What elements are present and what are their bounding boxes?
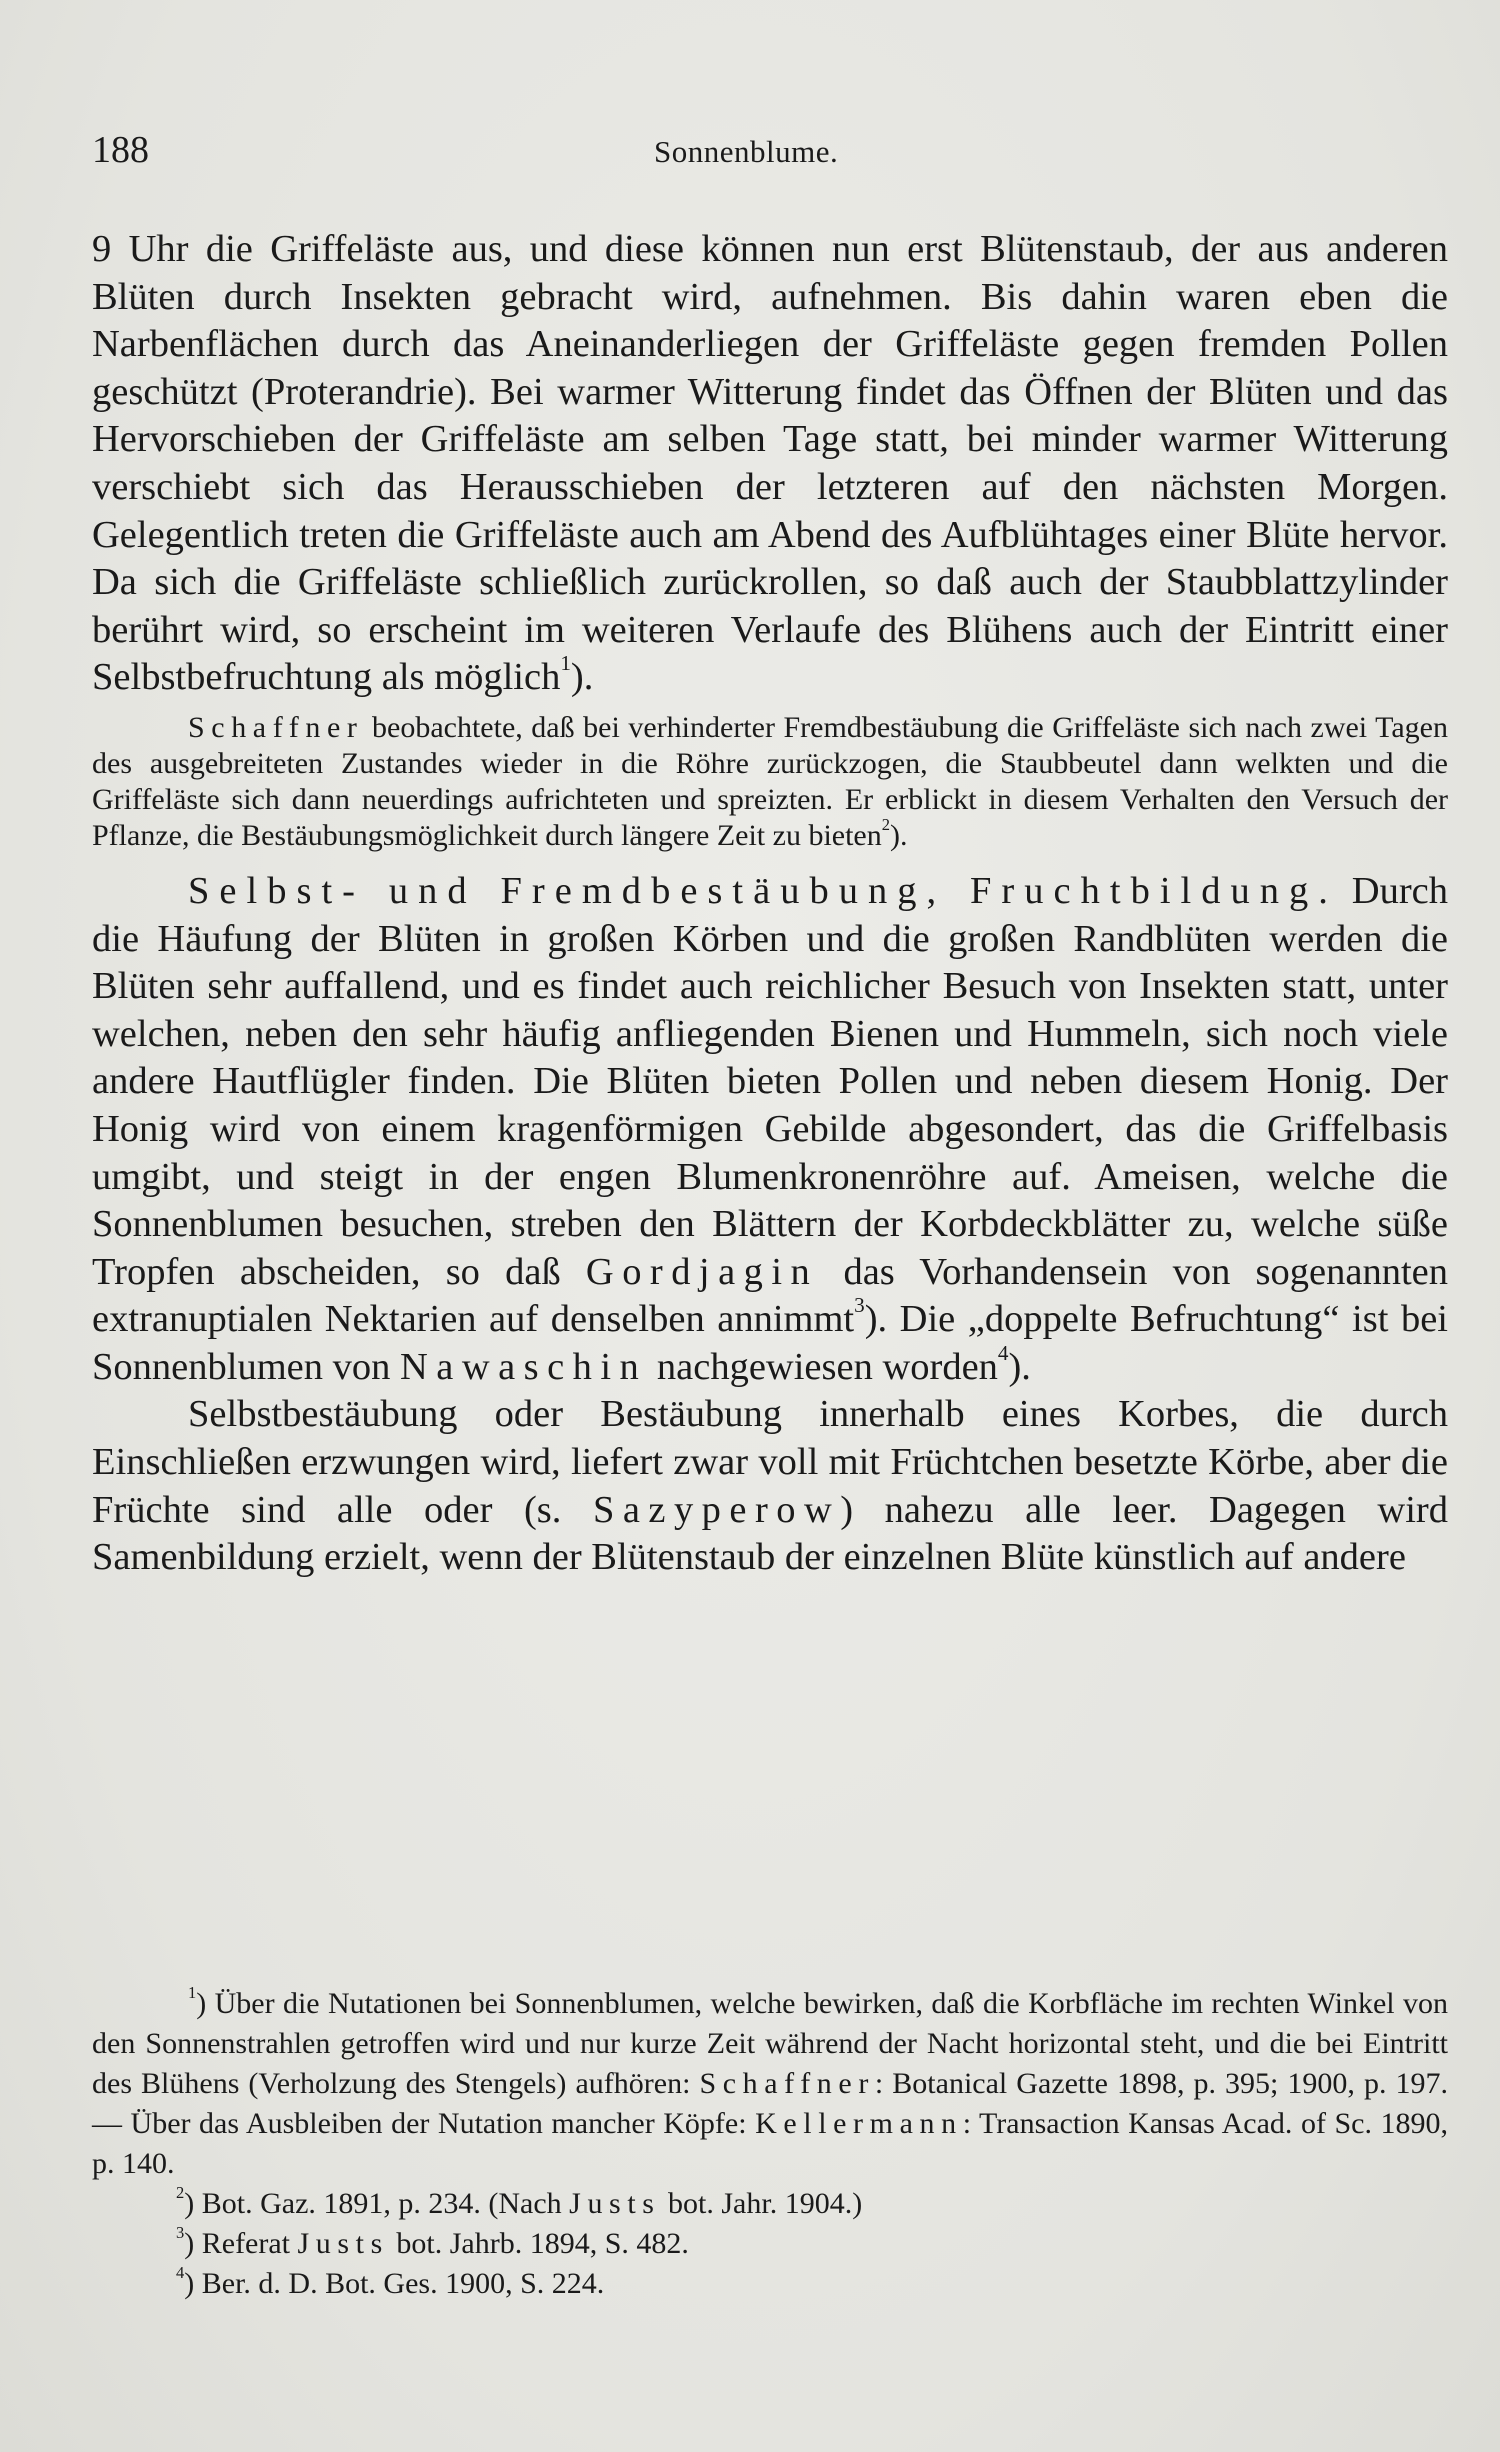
footnote-ref: 4 bbox=[997, 1340, 1009, 1365]
footnote-text: ) Referat bbox=[184, 2227, 298, 2260]
footnote-text: ) Über die Nutationen bei Sonnenblumen, welche bewirken, daß die Korbfläche im rechten Winkel von den Sonnenstrahlen getroffen wird und nur kurze Zeit während der Nacht horizontal steht, und die bei Eintritt des Blühens (Verholzung des Stengels) aufhören: bbox=[92, 1987, 1448, 2100]
footnote-2 bbox=[92, 2184, 1448, 2224]
section-paragraph bbox=[92, 868, 1448, 1392]
paragraph-3 bbox=[92, 1391, 1448, 1581]
paragraph-text: Selbstbestäubung oder Bestäubung innerhalb eines Korbes, die durch Einschließen erzwungen wird, liefert zwar voll mit Früchtchen besetzte Körbe, aber die Früchte sind alle oder (s. bbox=[92, 1393, 1448, 1531]
paragraph-text: ). Die „doppelte Befruchtung“ ist bei Sonnenblumen von bbox=[92, 1298, 1448, 1388]
footnote-3 bbox=[92, 2224, 1448, 2264]
author-name: Kellermann bbox=[755, 2107, 963, 2140]
footnote-mark: 4 bbox=[176, 2263, 185, 2283]
footnote-text: bot. Jahr. 1904.) bbox=[660, 2187, 863, 2220]
footnote-text: : Transaction Kansas Acad. of Sc. 1890, p. 140. bbox=[92, 2107, 1448, 2180]
author-name: Justs bbox=[569, 2187, 661, 2220]
author-name: Justs bbox=[297, 2227, 389, 2260]
footnote-ref: 2 bbox=[881, 815, 890, 835]
author-name: Nawaschin bbox=[399, 1345, 648, 1388]
footnote-4 bbox=[92, 2264, 1448, 2304]
paragraph-text: ). bbox=[570, 656, 594, 699]
footnote-text: ) Bot. Gaz. 1891, p. 234. (Nach bbox=[184, 2187, 570, 2220]
footnote-mark: 2 bbox=[176, 2183, 185, 2203]
author-name: Sazyperow bbox=[592, 1488, 841, 1531]
section-heading: Selbst- und Fremdbestäubung, Fruchtbildung. bbox=[188, 869, 1338, 912]
footnote-mark: 1 bbox=[188, 1983, 197, 2003]
author-name: Schaffner bbox=[188, 710, 364, 744]
footnote-text: ) Ber. d. D. Bot. Ges. 1900, S. 224. bbox=[184, 2267, 605, 2300]
paragraph-text: ). bbox=[890, 818, 908, 852]
paragraph-text: das Vorhandensein von sogenannten extranuptialen Nektarien auf denselben annimmt bbox=[92, 1250, 1448, 1341]
small-print-paragraph bbox=[92, 710, 1448, 854]
paragraph-text: ) nahezu alle leer. Dagegen wird Samenbildung erzielt, wenn der Blütenstaub der einzelnen Blüte künstlich auf andere bbox=[92, 1488, 1448, 1579]
main-text bbox=[92, 226, 1448, 1582]
author-name: Schaffner bbox=[699, 2067, 875, 2100]
page-number: 188 bbox=[92, 129, 149, 171]
paragraph-text: ). bbox=[1008, 1345, 1031, 1388]
paragraph-text: Durch die Häufung der Blüten in großen Körben und die großen Randblüten werden die Blüten sehr auffallend, und es findet auch reichlicher Besuch von Insekten statt, unter welchen, neben den sehr häufig anfliegenden Bienen und Hummeln, sich noch viele andere Hautflügler finden. Die Blüten bieten Pollen und neben diesem Honig. Der Honig wird von einem kragenförmigen Gebilde abgesondert, das die Griffelbasis umgibt, und steigt in der engen Blumenkronenröhre auf. Ameisen, welche die Sonnenblumen besuchen, streben den Blättern der Korbdeckblätter zu, welche süße Tropfen abscheiden, so daß bbox=[92, 869, 1448, 1293]
footnote-ref: 1 bbox=[560, 651, 571, 676]
footnote-text: bot. Jahrb. 1894, S. 482. bbox=[388, 2227, 689, 2260]
running-title: Sonnenblume. bbox=[654, 134, 839, 169]
paragraph-text: nachgewiesen worden bbox=[647, 1345, 998, 1388]
footnote-mark: 3 bbox=[176, 2223, 185, 2243]
footnote-1 bbox=[92, 1984, 1448, 2184]
page-header bbox=[92, 128, 1452, 178]
paragraph-text: 9 Uhr die Griffeläste aus, und diese können nun erst Blütenstaub, der aus anderen Blüten durch Insekten gebracht wird, aufnehmen. Bis dahin waren eben die Narbenflächen durch das Aneinanderliegen der Griffeläste gegen fremden Pollen geschützt (Proterandrie). Bei warmer Witterung findet das Öffnen der Blüten und das Hervorschieben der Griffeläste am selben Tage statt, bei minder warmer Witterung verschiebt sich das Herausschieben der letzteren auf den nächsten Morgen. Gelegentlich treten die Griffeläste auch am Abend des Aufblühtages einer Blüte hervor. Da sich die Griffeläste schließlich zurückrollen, so daß auch der Staubblattzylinder berührt wird, so erscheint im weiteren Verlaufe des Blühens auch der Eintritt einer Selbstbefruchtung als möglich bbox=[92, 228, 1448, 699]
footnote-ref: 3 bbox=[854, 1293, 865, 1318]
paragraph-1 bbox=[92, 226, 1448, 702]
author-name: Gordjagin bbox=[585, 1250, 819, 1293]
footnote-text: : Botanical Gazette 1898, p. 395; 1900, p. 197. — Über das Ausbleiben der Nutation mancher Köpfe: bbox=[92, 2067, 1448, 2140]
paragraph-text: beobachtete, daß bei verhinderter Fremdbestäubung die Griffeläste sich nach zwei Tagen des ausgebreiteten Zustandes wieder in die Röhre zurückzogen, die Staubbeutel dann welkten und die Griffeläste sich dann neuerdings aufrichteten und spreizten. Er erblickt in diesem Verhalten den Versuch der Pflanze, die Bestäubungsmöglichkeit durch längere Zeit zu bieten bbox=[92, 710, 1448, 852]
footnotes bbox=[92, 1984, 1448, 2304]
